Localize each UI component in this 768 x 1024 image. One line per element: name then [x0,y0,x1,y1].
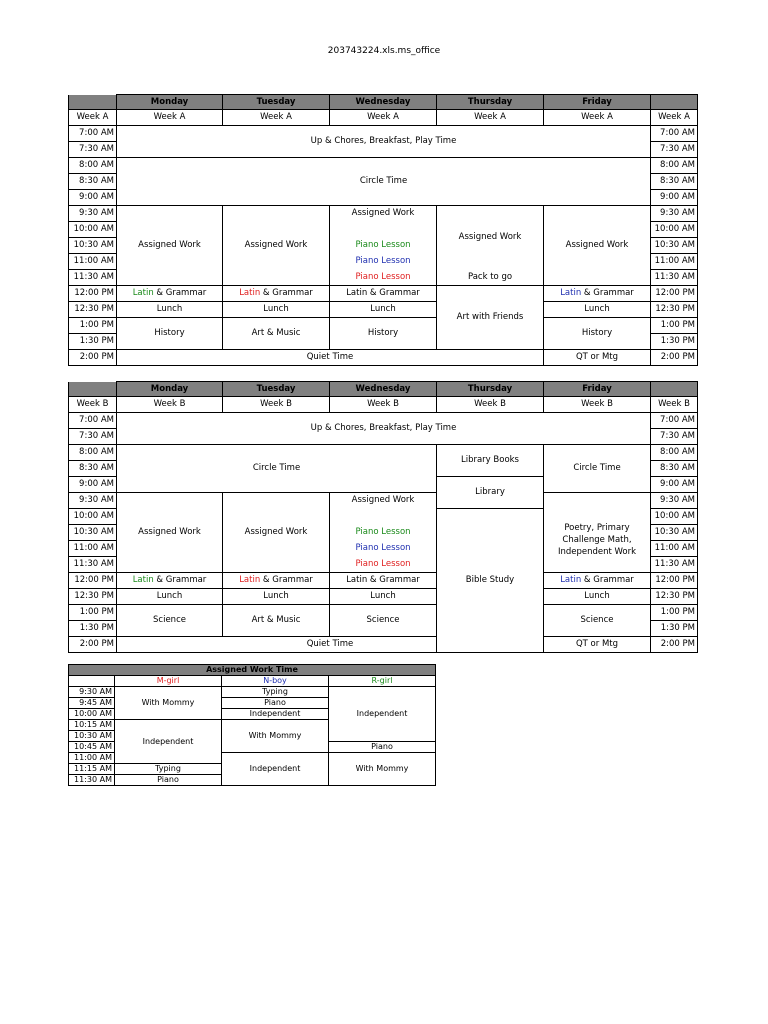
time-cell: 2:00 PM [651,350,698,366]
time-cell: 1:30 PM [651,621,698,637]
week-label: Week A [223,110,330,126]
time-cell: 9:30 AM [651,206,698,222]
time-cell: 11:00 AM [69,541,117,557]
time-cell: 10:30 AM [69,525,117,541]
time-cell: 12:30 PM [69,589,117,605]
activity-cell: History [544,318,651,350]
time-cell: 11:15 AM [69,764,115,775]
week-label: Week A [437,110,544,126]
time-cell: 10:30 AM [69,238,117,254]
time-cell: 9:30 AM [651,493,698,509]
latin-word: Latin [132,575,154,585]
header-blank [69,95,117,110]
piano-lesson-cell: Piano Lesson [330,557,437,573]
header-monday: Monday [117,382,223,397]
table-row [69,350,698,366]
time-cell: 7:00 AM [651,126,698,142]
activity-cell: Up & Chores, Breakfast, Play Time [117,413,651,445]
time-cell: 11:30 AM [69,775,115,786]
time-cell: 11:30 AM [69,270,117,286]
time-cell: 10:30 AM [651,525,698,541]
latin-word: Latin [239,575,261,585]
time-cell: 10:30 AM [651,238,698,254]
schedule-cell: With Mommy [222,720,329,753]
table-row [69,589,698,605]
week-a-header-row [69,95,698,110]
assigned-work-header-row [69,676,436,687]
week-b-schedule-table [68,381,698,653]
latin-grammar-cell [223,286,330,302]
time-cell: 7:30 AM [651,142,698,158]
header-blank [69,382,117,397]
week-label: Week B [437,397,544,413]
header-blank [651,95,698,110]
grammar-word: & Grammar [260,575,313,585]
time-cell: 8:00 AM [651,445,698,461]
time-cell: 11:00 AM [651,541,698,557]
latin-grammar-cell [223,573,330,589]
grammar-word: & Grammar [153,288,207,298]
time-cell: 1:00 PM [651,318,698,334]
activity-cell: Lunch [117,302,223,318]
table-row [69,573,698,589]
activity-cell: Circle Time [117,158,651,206]
time-cell: 1:00 PM [651,605,698,621]
time-cell: 11:00 AM [69,254,117,270]
time-cell: 7:00 AM [69,126,117,142]
latin-grammar-cell [117,573,223,589]
latin-word: Latin [560,575,582,585]
time-cell: 2:00 PM [651,637,698,653]
empty-cell [69,676,115,687]
activity-cell: Assigned Work [330,493,437,509]
time-cell: 1:30 PM [69,334,117,350]
activity-cell: Science [544,605,651,637]
activity-cell: Poetry, Primary Challenge Math, Independent Work [544,509,651,573]
schedule-cell: With Mommy [115,687,222,720]
time-cell: 10:00 AM [69,509,117,525]
time-cell: 10:15 AM [69,720,115,731]
time-cell: 12:00 PM [69,573,117,589]
header-friday: Friday [544,382,651,397]
activity-cell: Assigned Work [117,493,223,573]
time-cell: 10:00 AM [69,222,117,238]
activity-cell: Quiet Time [117,350,544,366]
activity-cell: History [330,318,437,350]
schedule-cell: Independent [222,753,329,786]
time-cell: 10:00 AM [651,509,698,525]
header-tuesday: Tuesday [223,95,330,110]
activity-cell: Science [117,605,223,637]
table-row [69,445,698,461]
activity-cell: Art & Music [223,605,330,637]
time-cell: 8:30 AM [69,461,117,477]
activity-cell: Library Books [437,445,544,477]
activity-cell: Assigned Work [223,493,330,573]
week-label: Week A [69,110,117,126]
time-cell: 11:30 AM [69,557,117,573]
empty-cell [544,493,651,509]
time-cell: 9:00 AM [651,190,698,206]
activity-cell: Assigned Work [223,206,330,286]
time-cell: 7:30 AM [69,429,117,445]
latin-grammar-cell: Latin & Grammar [330,573,437,589]
activity-cell: Library [437,477,544,509]
table-row [69,286,698,302]
time-cell: 12:00 PM [651,573,698,589]
week-label: Week A [544,110,651,126]
activity-cell: Assigned Work [437,206,544,270]
table-row [69,687,436,698]
activity-cell: Lunch [223,589,330,605]
activity-cell: Art & Music [223,318,330,350]
grammar-word: & Grammar [581,575,634,585]
time-cell: 11:00 AM [651,254,698,270]
time-cell: 9:30 AM [69,206,117,222]
schedule-cell: Typing [222,687,329,698]
activity-cell: Lunch [544,302,651,318]
activity-cell: Assigned Work [544,206,651,286]
week-b-header-row [69,382,698,397]
time-cell: 11:00 AM [69,753,115,764]
n-boy-header: N-boy [222,676,329,687]
time-cell: 8:00 AM [69,158,117,174]
week-label: Week B [544,397,651,413]
piano-lesson-cell: Piano Lesson [330,541,437,557]
empty-cell [330,509,437,525]
activity-cell: Pack to go [437,270,544,286]
week-label: Week B [330,397,437,413]
piano-lesson-cell: Piano Lesson [330,270,437,286]
header-wednesday: Wednesday [330,382,437,397]
assigned-work-title: Assigned Work Time [69,665,436,676]
time-cell: 8:30 AM [651,174,698,190]
activity-cell: Lunch [330,589,437,605]
activity-cell: QT or Mtg [544,637,651,653]
header-monday: Monday [117,95,223,110]
piano-lesson-cell: Piano Lesson [330,238,437,254]
grammar-word: & Grammar [153,575,207,585]
time-cell: 8:30 AM [651,461,698,477]
latin-word: Latin [132,288,154,298]
time-cell: 9:30 AM [69,493,117,509]
header-blank [651,382,698,397]
time-cell: 2:00 PM [69,350,117,366]
assigned-work-title-row [69,665,436,676]
schedule-cell: Piano [329,742,436,753]
empty-cell [330,222,437,238]
piano-lesson-cell: Piano Lesson [330,525,437,541]
r-girl-header: R-girl [329,676,436,687]
table-row [69,110,698,126]
m-girl-header: M-girl [115,676,222,687]
week-label: Week B [651,397,698,413]
activity-cell: Assigned Work [330,206,437,222]
time-cell: 10:00 AM [69,709,115,720]
activity-cell: Lunch [544,589,651,605]
time-cell: 1:30 PM [651,334,698,350]
header-friday: Friday [544,95,651,110]
header-wednesday: Wednesday [330,95,437,110]
time-cell: 1:00 PM [69,605,117,621]
week-label: Week A [330,110,437,126]
time-cell: 12:30 PM [69,302,117,318]
schedule-cell: Independent [222,709,329,720]
table-row [69,413,698,429]
latin-grammar-cell [117,286,223,302]
time-cell: 9:00 AM [69,477,117,493]
week-a-schedule-table [68,94,698,366]
table-row [69,206,698,222]
schedule-cell: Independent [115,720,222,764]
week-label: Week B [69,397,117,413]
time-cell: 9:30 AM [69,687,115,698]
time-cell: 1:30 PM [69,621,117,637]
time-cell: 1:00 PM [69,318,117,334]
header-thursday: Thursday [437,382,544,397]
activity-cell: Circle Time [117,445,437,493]
time-cell: 8:00 AM [651,158,698,174]
assigned-work-time-table [68,664,436,786]
latin-word: Latin [560,288,582,298]
time-cell: 12:00 PM [651,286,698,302]
table-row [69,637,698,653]
activity-cell: Quiet Time [117,637,544,653]
time-cell: 10:30 AM [69,731,115,742]
activity-cell: Assigned Work [117,206,223,286]
activity-cell: History [117,318,223,350]
time-cell: 7:30 AM [69,142,117,158]
time-cell: 11:30 AM [651,270,698,286]
schedule-cell: Independent [329,687,436,742]
week-label: Week A [117,110,223,126]
table-row [69,126,698,142]
piano-lesson-cell: Piano Lesson [330,254,437,270]
time-cell: 10:45 AM [69,742,115,753]
time-cell: 8:30 AM [69,174,117,190]
week-label: Week B [117,397,223,413]
header-thursday: Thursday [437,95,544,110]
time-cell: 10:00 AM [651,222,698,238]
grammar-word: & Grammar [260,288,313,298]
schedule-cell: Typing [115,764,222,775]
activity-cell: Lunch [330,302,437,318]
header-tuesday: Tuesday [223,382,330,397]
activity-cell: Bible Study [437,509,544,653]
table-row [69,318,698,334]
time-cell: 9:45 AM [69,698,115,709]
schedule-cell: Piano [115,775,222,786]
time-cell: 7:00 AM [69,413,117,429]
latin-grammar-cell [544,286,651,302]
activity-cell: Lunch [223,302,330,318]
time-cell: 7:30 AM [651,429,698,445]
time-cell: 12:30 PM [651,302,698,318]
activity-cell: Circle Time [544,445,651,493]
latin-word: Latin [239,288,261,298]
time-cell: 12:30 PM [651,589,698,605]
latin-grammar-cell [544,573,651,589]
activity-cell: QT or Mtg [544,350,651,366]
time-cell: 9:00 AM [651,477,698,493]
table-row [69,397,698,413]
schedule-cell: With Mommy [329,753,436,786]
activity-cell: Science [330,605,437,637]
time-cell: 9:00 AM [69,190,117,206]
activity-cell: Lunch [117,589,223,605]
time-cell: 11:30 AM [651,557,698,573]
table-row [69,158,698,174]
table-row [69,605,698,621]
grammar-word: & Grammar [581,288,634,298]
activity-cell: Up & Chores, Breakfast, Play Time [117,126,651,158]
table-row [69,302,698,318]
time-cell: 12:00 PM [69,286,117,302]
week-label: Week A [651,110,698,126]
time-cell: 8:00 AM [69,445,117,461]
document-title: 203743224.xls.ms_office [327,46,441,56]
week-label: Week B [223,397,330,413]
table-row [69,493,698,509]
activity-cell: Art with Friends [437,286,544,350]
time-cell: 7:00 AM [651,413,698,429]
latin-grammar-cell: Latin & Grammar [330,286,437,302]
schedule-cell: Piano [222,698,329,709]
time-cell: 2:00 PM [69,637,117,653]
